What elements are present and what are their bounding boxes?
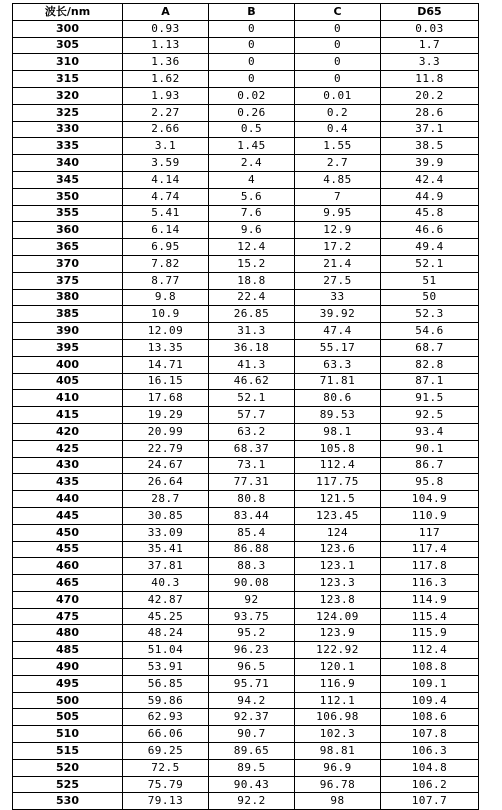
header-row: [13, 4, 479, 21]
d65-value-cell: 44.9: [381, 188, 479, 205]
a-value-cell: 8.77: [123, 272, 209, 289]
header-wavelength: 波长/nm: [13, 4, 123, 21]
d65-value-cell: 93.4: [381, 423, 479, 440]
wavelength-cell: 315: [13, 71, 123, 88]
d65-value-cell: 117.4: [381, 541, 479, 558]
c-value-cell: 39.92: [295, 306, 381, 323]
c-value-cell: 7: [295, 188, 381, 205]
table-row: [13, 524, 479, 541]
c-value-cell: 123.45: [295, 507, 381, 524]
wavelength-cell: 310: [13, 54, 123, 71]
b-value-cell: 63.2: [209, 423, 295, 440]
d65-value-cell: 95.8: [381, 474, 479, 491]
d65-value-cell: 91.5: [381, 390, 479, 407]
table-row: [13, 239, 479, 256]
c-value-cell: 0: [295, 20, 381, 37]
a-value-cell: 24.67: [123, 457, 209, 474]
header-illuminant-c: C: [295, 4, 381, 21]
c-value-cell: 123.8: [295, 591, 381, 608]
wavelength-cell: 385: [13, 306, 123, 323]
c-value-cell: 0.4: [295, 121, 381, 138]
c-value-cell: 123.9: [295, 625, 381, 642]
c-value-cell: 17.2: [295, 239, 381, 256]
a-value-cell: 5.41: [123, 205, 209, 222]
a-value-cell: 53.91: [123, 659, 209, 676]
table-row: [13, 121, 479, 138]
table-row: [13, 171, 479, 188]
a-value-cell: 26.64: [123, 474, 209, 491]
wavelength-cell: 510: [13, 726, 123, 743]
a-value-cell: 51.04: [123, 642, 209, 659]
table-row: [13, 155, 479, 172]
b-value-cell: 90.43: [209, 776, 295, 793]
b-value-cell: 92.2: [209, 793, 295, 810]
d65-value-cell: 37.1: [381, 121, 479, 138]
b-value-cell: 68.37: [209, 440, 295, 457]
c-value-cell: 123.6: [295, 541, 381, 558]
a-value-cell: 35.41: [123, 541, 209, 558]
b-value-cell: 0.26: [209, 104, 295, 121]
b-value-cell: 95.71: [209, 675, 295, 692]
b-value-cell: 41.3: [209, 356, 295, 373]
b-value-cell: 22.4: [209, 289, 295, 306]
c-value-cell: 98.81: [295, 743, 381, 760]
a-value-cell: 17.68: [123, 390, 209, 407]
c-value-cell: 117.75: [295, 474, 381, 491]
table-row: [13, 491, 479, 508]
d65-value-cell: 3.3: [381, 54, 479, 71]
d65-value-cell: 117: [381, 524, 479, 541]
table-row: [13, 608, 479, 625]
d65-value-cell: 107.8: [381, 726, 479, 743]
wavelength-cell: 340: [13, 155, 123, 172]
table-row: [13, 642, 479, 659]
wavelength-cell: 435: [13, 474, 123, 491]
a-value-cell: 33.09: [123, 524, 209, 541]
d65-value-cell: 49.4: [381, 239, 479, 256]
d65-value-cell: 52.3: [381, 306, 479, 323]
table-row: [13, 507, 479, 524]
b-value-cell: 73.1: [209, 457, 295, 474]
table-row: [13, 558, 479, 575]
a-value-cell: 14.71: [123, 356, 209, 373]
c-value-cell: 112.1: [295, 692, 381, 709]
c-value-cell: 47.4: [295, 323, 381, 340]
a-value-cell: 6.14: [123, 222, 209, 239]
a-value-cell: 16.15: [123, 373, 209, 390]
wavelength-cell: 415: [13, 407, 123, 424]
table-row: [13, 323, 479, 340]
a-value-cell: 22.79: [123, 440, 209, 457]
b-value-cell: 46.62: [209, 373, 295, 390]
wavelength-cell: 440: [13, 491, 123, 508]
a-value-cell: 4.74: [123, 188, 209, 205]
wavelength-cell: 320: [13, 87, 123, 104]
d65-value-cell: 109.1: [381, 675, 479, 692]
d65-value-cell: 46.6: [381, 222, 479, 239]
d65-value-cell: 92.5: [381, 407, 479, 424]
d65-value-cell: 28.6: [381, 104, 479, 121]
table-row: [13, 188, 479, 205]
c-value-cell: 63.3: [295, 356, 381, 373]
b-value-cell: 4: [209, 171, 295, 188]
table-row: [13, 407, 479, 424]
a-value-cell: 1.13: [123, 37, 209, 54]
a-value-cell: 56.85: [123, 675, 209, 692]
wavelength-cell: 330: [13, 121, 123, 138]
d65-value-cell: 112.4: [381, 642, 479, 659]
a-value-cell: 30.85: [123, 507, 209, 524]
d65-value-cell: 115.9: [381, 625, 479, 642]
a-value-cell: 1.93: [123, 87, 209, 104]
d65-value-cell: 11.8: [381, 71, 479, 88]
b-value-cell: 12.4: [209, 239, 295, 256]
b-value-cell: 0: [209, 20, 295, 37]
b-value-cell: 7.6: [209, 205, 295, 222]
a-value-cell: 40.3: [123, 575, 209, 592]
b-value-cell: 77.31: [209, 474, 295, 491]
wavelength-cell: 530: [13, 793, 123, 810]
d65-value-cell: 52.1: [381, 255, 479, 272]
header-illuminant-a: A: [123, 4, 209, 21]
a-value-cell: 62.93: [123, 709, 209, 726]
c-value-cell: 4.85: [295, 171, 381, 188]
a-value-cell: 7.82: [123, 255, 209, 272]
b-value-cell: 15.2: [209, 255, 295, 272]
a-value-cell: 4.14: [123, 171, 209, 188]
d65-value-cell: 116.3: [381, 575, 479, 592]
b-value-cell: 90.7: [209, 726, 295, 743]
table-row: [13, 272, 479, 289]
b-value-cell: 92: [209, 591, 295, 608]
b-value-cell: 89.5: [209, 759, 295, 776]
d65-value-cell: 108.8: [381, 659, 479, 676]
wavelength-cell: 445: [13, 507, 123, 524]
c-value-cell: 124: [295, 524, 381, 541]
table-row: [13, 625, 479, 642]
wavelength-cell: 485: [13, 642, 123, 659]
table-row: [13, 373, 479, 390]
d65-value-cell: 42.4: [381, 171, 479, 188]
wavelength-cell: 335: [13, 138, 123, 155]
b-value-cell: 31.3: [209, 323, 295, 340]
a-value-cell: 75.79: [123, 776, 209, 793]
header-illuminant-d65: D65: [381, 4, 479, 21]
table-row: [13, 692, 479, 709]
d65-value-cell: 114.9: [381, 591, 479, 608]
c-value-cell: 122.92: [295, 642, 381, 659]
a-value-cell: 79.13: [123, 793, 209, 810]
wavelength-cell: 455: [13, 541, 123, 558]
c-value-cell: 27.5: [295, 272, 381, 289]
b-value-cell: 90.08: [209, 575, 295, 592]
a-value-cell: 6.95: [123, 239, 209, 256]
d65-value-cell: 38.5: [381, 138, 479, 155]
d65-value-cell: 86.7: [381, 457, 479, 474]
a-value-cell: 3.59: [123, 155, 209, 172]
d65-value-cell: 109.4: [381, 692, 479, 709]
wavelength-cell: 515: [13, 743, 123, 760]
c-value-cell: 106.98: [295, 709, 381, 726]
c-value-cell: 0: [295, 37, 381, 54]
c-value-cell: 123.1: [295, 558, 381, 575]
c-value-cell: 123.3: [295, 575, 381, 592]
c-value-cell: 96.78: [295, 776, 381, 793]
d65-value-cell: 106.2: [381, 776, 479, 793]
d65-value-cell: 45.8: [381, 205, 479, 222]
wavelength-cell: 380: [13, 289, 123, 306]
d65-value-cell: 110.9: [381, 507, 479, 524]
wavelength-cell: 460: [13, 558, 123, 575]
c-value-cell: 1.55: [295, 138, 381, 155]
c-value-cell: 21.4: [295, 255, 381, 272]
wavelength-cell: 500: [13, 692, 123, 709]
d65-value-cell: 68.7: [381, 339, 479, 356]
c-value-cell: 0: [295, 71, 381, 88]
c-value-cell: 112.4: [295, 457, 381, 474]
d65-value-cell: 39.9: [381, 155, 479, 172]
wavelength-cell: 450: [13, 524, 123, 541]
table-row: [13, 20, 479, 37]
header-illuminant-b: B: [209, 4, 295, 21]
a-value-cell: 72.5: [123, 759, 209, 776]
d65-value-cell: 104.9: [381, 491, 479, 508]
table-row: [13, 743, 479, 760]
table-row: [13, 776, 479, 793]
c-value-cell: 98: [295, 793, 381, 810]
wavelength-cell: 355: [13, 205, 123, 222]
b-value-cell: 83.44: [209, 507, 295, 524]
table-row: [13, 104, 479, 121]
d65-value-cell: 82.8: [381, 356, 479, 373]
d65-value-cell: 87.1: [381, 373, 479, 390]
table-row: [13, 205, 479, 222]
c-value-cell: 33: [295, 289, 381, 306]
a-value-cell: 1.62: [123, 71, 209, 88]
d65-value-cell: 104.8: [381, 759, 479, 776]
d65-value-cell: 90.1: [381, 440, 479, 457]
wavelength-cell: 475: [13, 608, 123, 625]
b-value-cell: 57.7: [209, 407, 295, 424]
c-value-cell: 102.3: [295, 726, 381, 743]
c-value-cell: 105.8: [295, 440, 381, 457]
table-row: [13, 675, 479, 692]
c-value-cell: 98.1: [295, 423, 381, 440]
a-value-cell: 12.09: [123, 323, 209, 340]
c-value-cell: 0.01: [295, 87, 381, 104]
c-value-cell: 116.9: [295, 675, 381, 692]
c-value-cell: 71.81: [295, 373, 381, 390]
c-value-cell: 0: [295, 54, 381, 71]
b-value-cell: 9.6: [209, 222, 295, 239]
a-value-cell: 2.66: [123, 121, 209, 138]
d65-value-cell: 20.2: [381, 87, 479, 104]
c-value-cell: 124.09: [295, 608, 381, 625]
wavelength-cell: 365: [13, 239, 123, 256]
b-value-cell: 0.02: [209, 87, 295, 104]
b-value-cell: 85.4: [209, 524, 295, 541]
a-value-cell: 13.35: [123, 339, 209, 356]
table-row: [13, 71, 479, 88]
d65-value-cell: 106.3: [381, 743, 479, 760]
wavelength-cell: 425: [13, 440, 123, 457]
b-value-cell: 80.8: [209, 491, 295, 508]
d65-value-cell: 0.03: [381, 20, 479, 37]
c-value-cell: 80.6: [295, 390, 381, 407]
b-value-cell: 95.2: [209, 625, 295, 642]
table-row: [13, 440, 479, 457]
wavelength-cell: 495: [13, 675, 123, 692]
d65-value-cell: 117.8: [381, 558, 479, 575]
c-value-cell: 9.95: [295, 205, 381, 222]
c-value-cell: 120.1: [295, 659, 381, 676]
a-value-cell: 2.27: [123, 104, 209, 121]
a-value-cell: 0.93: [123, 20, 209, 37]
c-value-cell: 2.7: [295, 155, 381, 172]
wavelength-cell: 480: [13, 625, 123, 642]
d65-value-cell: 1.7: [381, 37, 479, 54]
a-value-cell: 45.25: [123, 608, 209, 625]
b-value-cell: 96.23: [209, 642, 295, 659]
b-value-cell: 94.2: [209, 692, 295, 709]
wavelength-cell: 325: [13, 104, 123, 121]
table-row: [13, 726, 479, 743]
a-value-cell: 59.86: [123, 692, 209, 709]
d65-value-cell: 50: [381, 289, 479, 306]
c-value-cell: 121.5: [295, 491, 381, 508]
table-row: [13, 54, 479, 71]
a-value-cell: 19.29: [123, 407, 209, 424]
d65-value-cell: 108.6: [381, 709, 479, 726]
a-value-cell: 20.99: [123, 423, 209, 440]
wavelength-cell: 400: [13, 356, 123, 373]
a-value-cell: 1.36: [123, 54, 209, 71]
c-value-cell: 55.17: [295, 339, 381, 356]
a-value-cell: 3.1: [123, 138, 209, 155]
c-value-cell: 96.9: [295, 759, 381, 776]
b-value-cell: 86.88: [209, 541, 295, 558]
wavelength-cell: 360: [13, 222, 123, 239]
wavelength-cell: 470: [13, 591, 123, 608]
wavelength-cell: 520: [13, 759, 123, 776]
table-row: [13, 222, 479, 239]
a-value-cell: 69.25: [123, 743, 209, 760]
b-value-cell: 93.75: [209, 608, 295, 625]
table-body: [13, 20, 479, 809]
table-row: [13, 390, 479, 407]
b-value-cell: 52.1: [209, 390, 295, 407]
b-value-cell: 0.5: [209, 121, 295, 138]
d65-value-cell: 51: [381, 272, 479, 289]
table-row: [13, 356, 479, 373]
wavelength-cell: 345: [13, 171, 123, 188]
wavelength-cell: 300: [13, 20, 123, 37]
table-row: [13, 306, 479, 323]
wavelength-cell: 395: [13, 339, 123, 356]
wavelength-cell: 390: [13, 323, 123, 340]
b-value-cell: 89.65: [209, 743, 295, 760]
b-value-cell: 0: [209, 37, 295, 54]
b-value-cell: 26.85: [209, 306, 295, 323]
b-value-cell: 0: [209, 54, 295, 71]
wavelength-cell: 525: [13, 776, 123, 793]
a-value-cell: 10.9: [123, 306, 209, 323]
b-value-cell: 2.4: [209, 155, 295, 172]
table-row: [13, 37, 479, 54]
wavelength-cell: 465: [13, 575, 123, 592]
wavelength-cell: 375: [13, 272, 123, 289]
a-value-cell: 37.81: [123, 558, 209, 575]
table-row: [13, 591, 479, 608]
wavelength-cell: 410: [13, 390, 123, 407]
table-row: [13, 474, 479, 491]
table-row: [13, 541, 479, 558]
spectral-power-table: [12, 3, 479, 810]
table-row: [13, 339, 479, 356]
table-row: [13, 575, 479, 592]
wavelength-cell: 490: [13, 659, 123, 676]
table-row: [13, 457, 479, 474]
b-value-cell: 1.45: [209, 138, 295, 155]
c-value-cell: 12.9: [295, 222, 381, 239]
table-row: [13, 659, 479, 676]
table-row: [13, 289, 479, 306]
wavelength-cell: 430: [13, 457, 123, 474]
wavelength-cell: 420: [13, 423, 123, 440]
c-value-cell: 0.2: [295, 104, 381, 121]
table-row: [13, 138, 479, 155]
table-row: [13, 423, 479, 440]
d65-value-cell: 107.7: [381, 793, 479, 810]
wavelength-cell: 305: [13, 37, 123, 54]
a-value-cell: 66.06: [123, 726, 209, 743]
a-value-cell: 48.24: [123, 625, 209, 642]
b-value-cell: 92.37: [209, 709, 295, 726]
b-value-cell: 0: [209, 71, 295, 88]
wavelength-cell: 370: [13, 255, 123, 272]
wavelength-cell: 350: [13, 188, 123, 205]
a-value-cell: 9.8: [123, 289, 209, 306]
table-row: [13, 255, 479, 272]
table-row: [13, 709, 479, 726]
d65-value-cell: 54.6: [381, 323, 479, 340]
c-value-cell: 89.53: [295, 407, 381, 424]
b-value-cell: 96.5: [209, 659, 295, 676]
table-row: [13, 87, 479, 104]
wavelength-cell: 505: [13, 709, 123, 726]
b-value-cell: 5.6: [209, 188, 295, 205]
b-value-cell: 18.8: [209, 272, 295, 289]
wavelength-cell: 405: [13, 373, 123, 390]
a-value-cell: 42.87: [123, 591, 209, 608]
b-value-cell: 88.3: [209, 558, 295, 575]
a-value-cell: 28.7: [123, 491, 209, 508]
table-row: [13, 759, 479, 776]
b-value-cell: 36.18: [209, 339, 295, 356]
d65-value-cell: 115.4: [381, 608, 479, 625]
table-row: [13, 793, 479, 810]
